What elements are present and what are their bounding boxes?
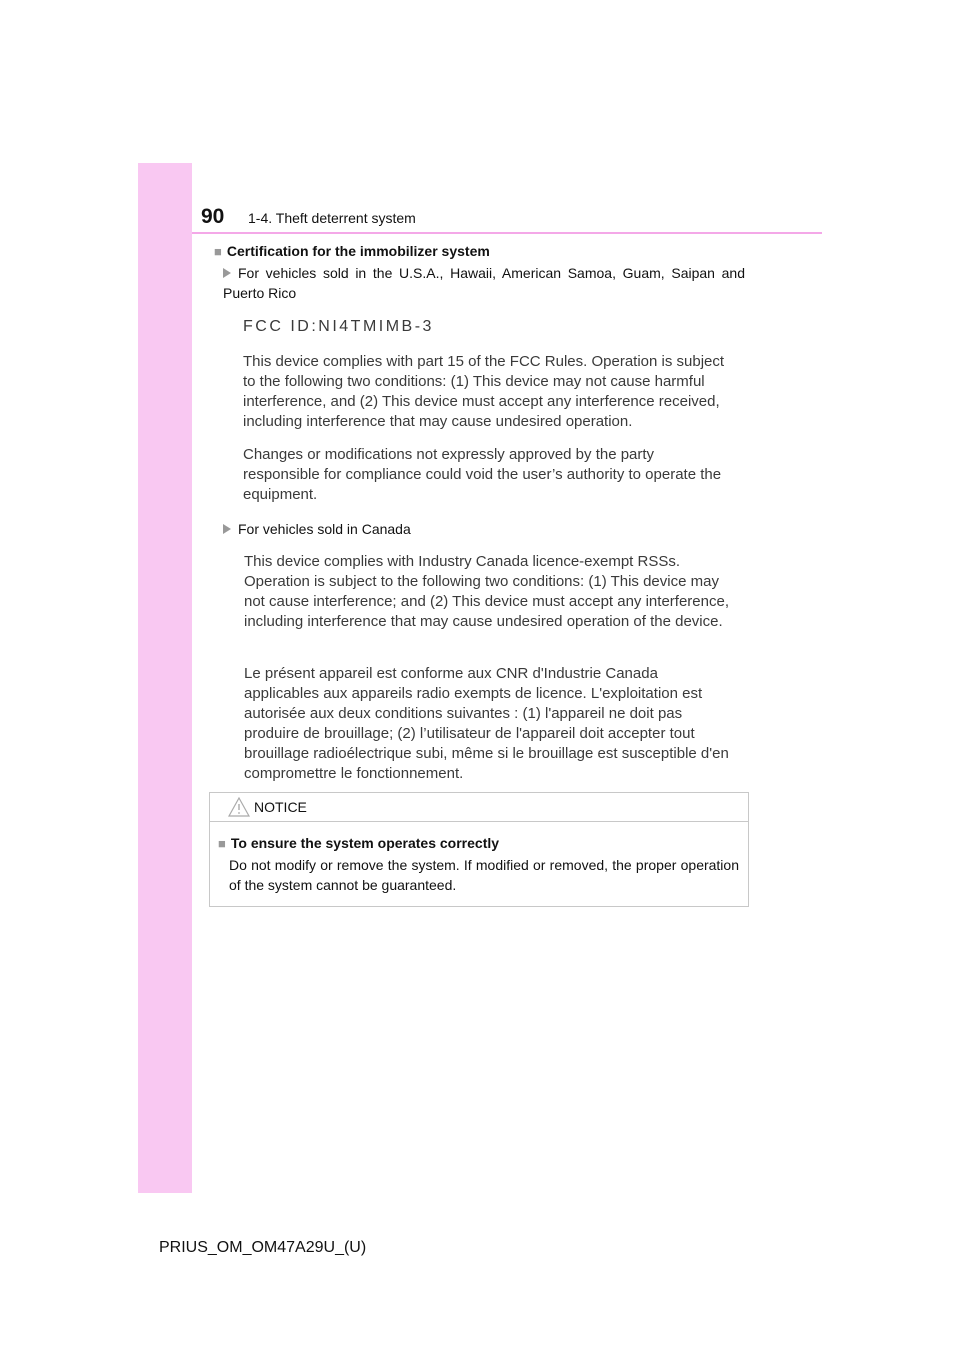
- notice-heading-text: To ensure the system operates correctly: [230, 835, 500, 851]
- fcc-label-paragraph-2: [243, 445, 733, 505]
- canada-label-paragraph-1: [244, 552, 734, 632]
- notice-title: NOTICE: [254, 799, 307, 815]
- page-side-tab: [138, 163, 192, 1193]
- certification-heading: [214, 243, 490, 259]
- us-bullet: [223, 263, 745, 303]
- page-number: 90: [201, 205, 225, 228]
- section-title: 1-4. Theft deterrent system: [248, 210, 416, 226]
- notice-header: [210, 793, 748, 822]
- triangle-bullet-icon: [223, 524, 231, 534]
- canada-bullet: [223, 519, 745, 539]
- triangle-bullet-icon: [223, 268, 231, 278]
- us-bullet-text: For vehicles sold in the U.S.A., Hawaii, American Samoa, Guam, Saipan and Puerto Rico: [223, 265, 745, 301]
- canada-bullet-text: For vehicles sold in Canada: [238, 521, 411, 537]
- fcc-para-2-text: Changes or modifications not expressly approved by the party responsible for compliance could void the user’s authority to operate the equipment.: [243, 446, 722, 503]
- square-bullet-icon: ■: [214, 244, 222, 259]
- canada-para-2-text: Le présent appareil est conforme aux CNR d'Industrie Canada applicables aux appareils radio exempts de licence. L'exploitation est autorisée aux deux conditions suivantes : (1) l'appareil ne doit pas produire de brouillage; (2) l’utilisateur de l'appareil doit accepter tout brouillage radioélectrique subi, même si le brouillage est susceptible d'en compromettre le fonctionnement.: [244, 665, 729, 782]
- document-code: PRIUS_OM_OM47A29U_(U): [159, 1239, 367, 1256]
- fcc-label-paragraph-1: [243, 352, 733, 432]
- header-divider: [192, 232, 822, 234]
- warning-triangle-icon: [228, 797, 250, 817]
- canada-label-paragraph-2: [244, 664, 734, 784]
- certification-heading-text: Certification for the immobilizer system: [226, 243, 490, 259]
- square-bullet-icon: ■: [218, 836, 226, 851]
- fcc-para-1-text: This device complies with part 15 of the FCC Rules. Operation is subject to the following two conditions: (1) This device may not cause harmful interference, and (2) This device must accept any interference received, including interference that may cause undesired operation.: [243, 353, 725, 430]
- notice-heading: [218, 835, 499, 851]
- canada-para-1-text: This device complies with Industry Canada licence-exempt RSSs. Operation is subject to the following two conditions: (1) This device may not cause interference; and (2) This device must accept any interference, including interference that may cause undesired operation of the device.: [244, 553, 729, 630]
- fcc-id: FCC ID:NI4TMIMB-3: [243, 318, 434, 335]
- notice-body: Do not modify or remove the system. If modified or removed, the proper operation of the system cannot be guaranteed.: [229, 857, 739, 893]
- notice-box: [209, 792, 749, 907]
